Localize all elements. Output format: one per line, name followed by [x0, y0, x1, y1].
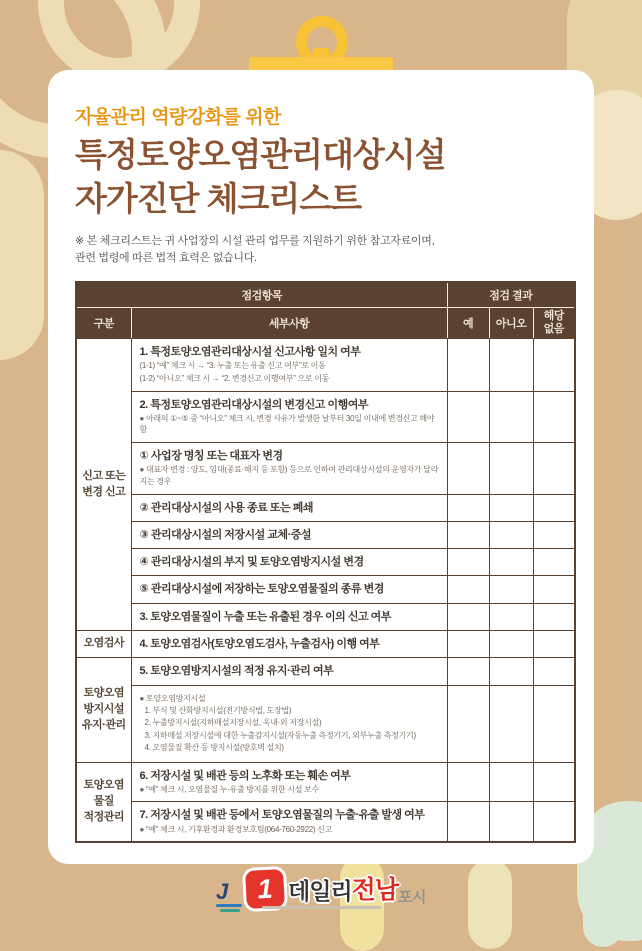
item-title: 6. 저장시설 및 배관 등의 노후화 또는 훼손 여부: [139, 769, 351, 782]
table-header-row-2: [76, 308, 575, 339]
watermark-text-jeonnam: 전남: [351, 876, 398, 904]
check-cell-na: [533, 762, 575, 802]
watermark-badge-icon: 1: [245, 869, 285, 909]
item-subtext: ● 대표자 변경 : 양도, 임대(종료·해지 등 포함) 등으로 인하여 관리대상시설의 운영자가 달라지는 경우: [139, 465, 439, 486]
check-cell-yes: [447, 391, 489, 442]
item-subtext: ● 아래의 ①~⑤ 중 “아니오” 체크 시, 변경 사유가 발생한 날부터 30일 이내에 변경신고 해야 함: [139, 413, 435, 435]
detail-cell: [131, 685, 447, 762]
detail-cell: [131, 549, 447, 576]
page-title-line2: 자가진단 체크리스트: [75, 179, 362, 217]
category-cell: 토양오염 방지시설 유지·관리: [76, 658, 131, 762]
check-cell-yes: [447, 549, 489, 576]
category-cell: 토양오염 물질 적정관리: [76, 762, 131, 842]
table-row: [76, 339, 575, 391]
city-name-partial: 포시: [397, 888, 426, 906]
city-logo-stroke-green: [220, 909, 240, 912]
page-title: [75, 133, 574, 220]
check-cell-yes: [447, 658, 489, 685]
check-cell-na: [533, 339, 575, 391]
detail-cell: [131, 762, 447, 802]
header-category: 구분: [76, 308, 131, 339]
item-subtext: (1-1) “예” 체크 시 → “3. 누출 또는 유출 신고 여부”로 이동: [139, 361, 326, 371]
table-row: [76, 521, 575, 548]
header-check-items: 점검항목: [76, 282, 447, 308]
decorative-blob: [0, 150, 44, 360]
check-cell-yes: [447, 631, 489, 658]
check-cell-no: [489, 658, 533, 685]
check-cell-no: [489, 549, 533, 576]
category-cell: 신고 또는 변경 신고: [76, 339, 131, 631]
disclaimer-note: [75, 233, 574, 266]
check-cell-yes: [447, 443, 489, 494]
item-note-line: 2. 누출방지시설(지하매설저장시설, 옥내·외 저장시설): [144, 718, 322, 728]
table-row: [76, 685, 575, 762]
category-cell: 오염검사: [76, 631, 131, 658]
detail-cell: [131, 521, 447, 548]
logo-caption-bar: [262, 906, 382, 909]
detail-cell: [131, 631, 447, 658]
item-title: ③ 관리대상시설의 저장시설 교체·증설: [139, 528, 312, 541]
check-cell-yes: [447, 521, 489, 548]
check-cell-yes: [447, 576, 489, 603]
check-cell-no: [489, 443, 533, 494]
check-cell-na: [533, 443, 575, 494]
item-title: 5. 토양오염방지시설의 적정 유지·관리 여부: [139, 665, 334, 678]
table-row: [76, 762, 575, 802]
disclaimer-line1: ※ 본 체크리스트는 귀 사업장의 시설 관리 업무를 지원하기 위한 참고자료이며,: [75, 235, 435, 248]
table-body: [76, 339, 575, 843]
table-row: [76, 576, 575, 603]
checklist-table: [75, 281, 576, 843]
table-row: [76, 802, 575, 842]
header-na: 해당 없음: [533, 308, 575, 339]
city-logo-letter: J: [216, 879, 229, 905]
check-cell-yes: [447, 802, 489, 842]
checklist-card: [48, 70, 594, 864]
check-cell-no: [489, 762, 533, 802]
table-row: [76, 494, 575, 521]
footer-logo: [0, 866, 642, 918]
detail-cell: [131, 494, 447, 521]
detail-cell: [131, 443, 447, 494]
item-title: ② 관리대상시설의 사용 종료 또는 폐쇄: [139, 501, 313, 514]
table-row: [76, 603, 575, 630]
header-check-result: 점검 결과: [447, 282, 575, 308]
header-no: 아니오: [489, 308, 533, 339]
check-cell-yes: [447, 762, 489, 802]
check-cell-no: [489, 802, 533, 842]
table-row: [76, 443, 575, 494]
item-title: 4. 토양오염검사(토양오염도검사, 누출검사) 이행 여부: [139, 638, 380, 651]
check-cell-na: [533, 494, 575, 521]
check-cell-yes: [447, 603, 489, 630]
disclaimer-line2: 관련 법령에 따른 법적 효력은 없습니다.: [75, 251, 257, 264]
item-note-line: 1. 부식 및 산화방지시설(전기방식법, 도장법): [144, 706, 292, 716]
table-row: [76, 391, 575, 442]
watermark-text-daily: 데일리: [288, 877, 352, 904]
item-title: 3. 토양오염물질이 누출 또는 유출된 경우 이의 신고 여부: [139, 610, 391, 623]
table-row: [76, 658, 575, 685]
item-title: ④ 관리대상시설의 부지 및 토양오염방지시설 변경: [139, 556, 364, 569]
check-cell-no: [489, 391, 533, 442]
check-cell-no: [489, 603, 533, 630]
item-note-line: 3. 지하매설 저장시설에 대한 누출감지시설(자동누출 측정기기, 외부누출 측정기기): [144, 730, 416, 740]
detail-cell: [131, 576, 447, 603]
header-detail: 세부사항: [131, 308, 447, 339]
check-cell-na: [533, 521, 575, 548]
check-cell-no: [489, 521, 533, 548]
item-title: 2. 특정토양오염관리대상시설의 변경신고 이행여부: [139, 398, 368, 411]
check-cell-yes: [447, 685, 489, 762]
city-logo-mark: [216, 879, 242, 912]
item-subtext: ● “예” 체크 시, 오염물질 누·유출 방지를 위한 시설 보수: [139, 784, 319, 794]
detail-cell: [131, 603, 447, 630]
item-title: 1. 특정토양오염관리대상시설 신고사항 일치 여부: [139, 346, 361, 359]
detail-cell: [131, 339, 447, 391]
check-cell-na: [533, 576, 575, 603]
item-title: ① 사업장 명칭 또는 대표자 변경: [139, 450, 283, 463]
check-cell-yes: [447, 339, 489, 391]
check-cell-na: [533, 685, 575, 762]
page-title-line1: 특정토양오염관리대상시설: [75, 136, 446, 173]
check-cell-no: [489, 339, 533, 391]
check-cell-na: [533, 603, 575, 630]
subtitle: 자율관리 역량강화를 위한: [75, 107, 281, 128]
table-row: [76, 631, 575, 658]
item-subtext: ● “예” 체크 시, 기후환경과 환경보호팀(064-760-2922) 신고: [139, 824, 333, 834]
header-yes: 예: [447, 308, 489, 339]
item-title: 7. 저장시설 및 배관 등에서 토양오염물질의 누출·유출 발생 여부: [139, 809, 425, 822]
item-title: ⑤ 관리대상시설에 저장하는 토양오염물질의 종류 변경: [139, 583, 384, 596]
check-cell-no: [489, 576, 533, 603]
check-cell-na: [533, 391, 575, 442]
table-header-row-1: [76, 282, 575, 308]
check-cell-yes: [447, 494, 489, 521]
check-cell-no: [489, 631, 533, 658]
check-cell-na: [533, 802, 575, 842]
table-row: [76, 549, 575, 576]
item-note-line: ● 토양오염방지시설: [139, 693, 206, 703]
detail-cell: [131, 802, 447, 842]
check-cell-na: [533, 631, 575, 658]
check-cell-no: [489, 685, 533, 762]
check-cell-no: [489, 494, 533, 521]
check-cell-na: [533, 549, 575, 576]
check-cell-na: [533, 658, 575, 685]
item-subtext: (1-2) “아니오” 체크 시 → “2. 변경신고 이행여부” 으로 이동: [139, 373, 330, 383]
detail-cell: [131, 391, 447, 442]
detail-cell: [131, 658, 447, 685]
item-note-line: 4. 오염물질 확산 등 방지시설(방호벽 설치): [144, 743, 284, 753]
city-logo-stroke-blue: [216, 904, 242, 907]
